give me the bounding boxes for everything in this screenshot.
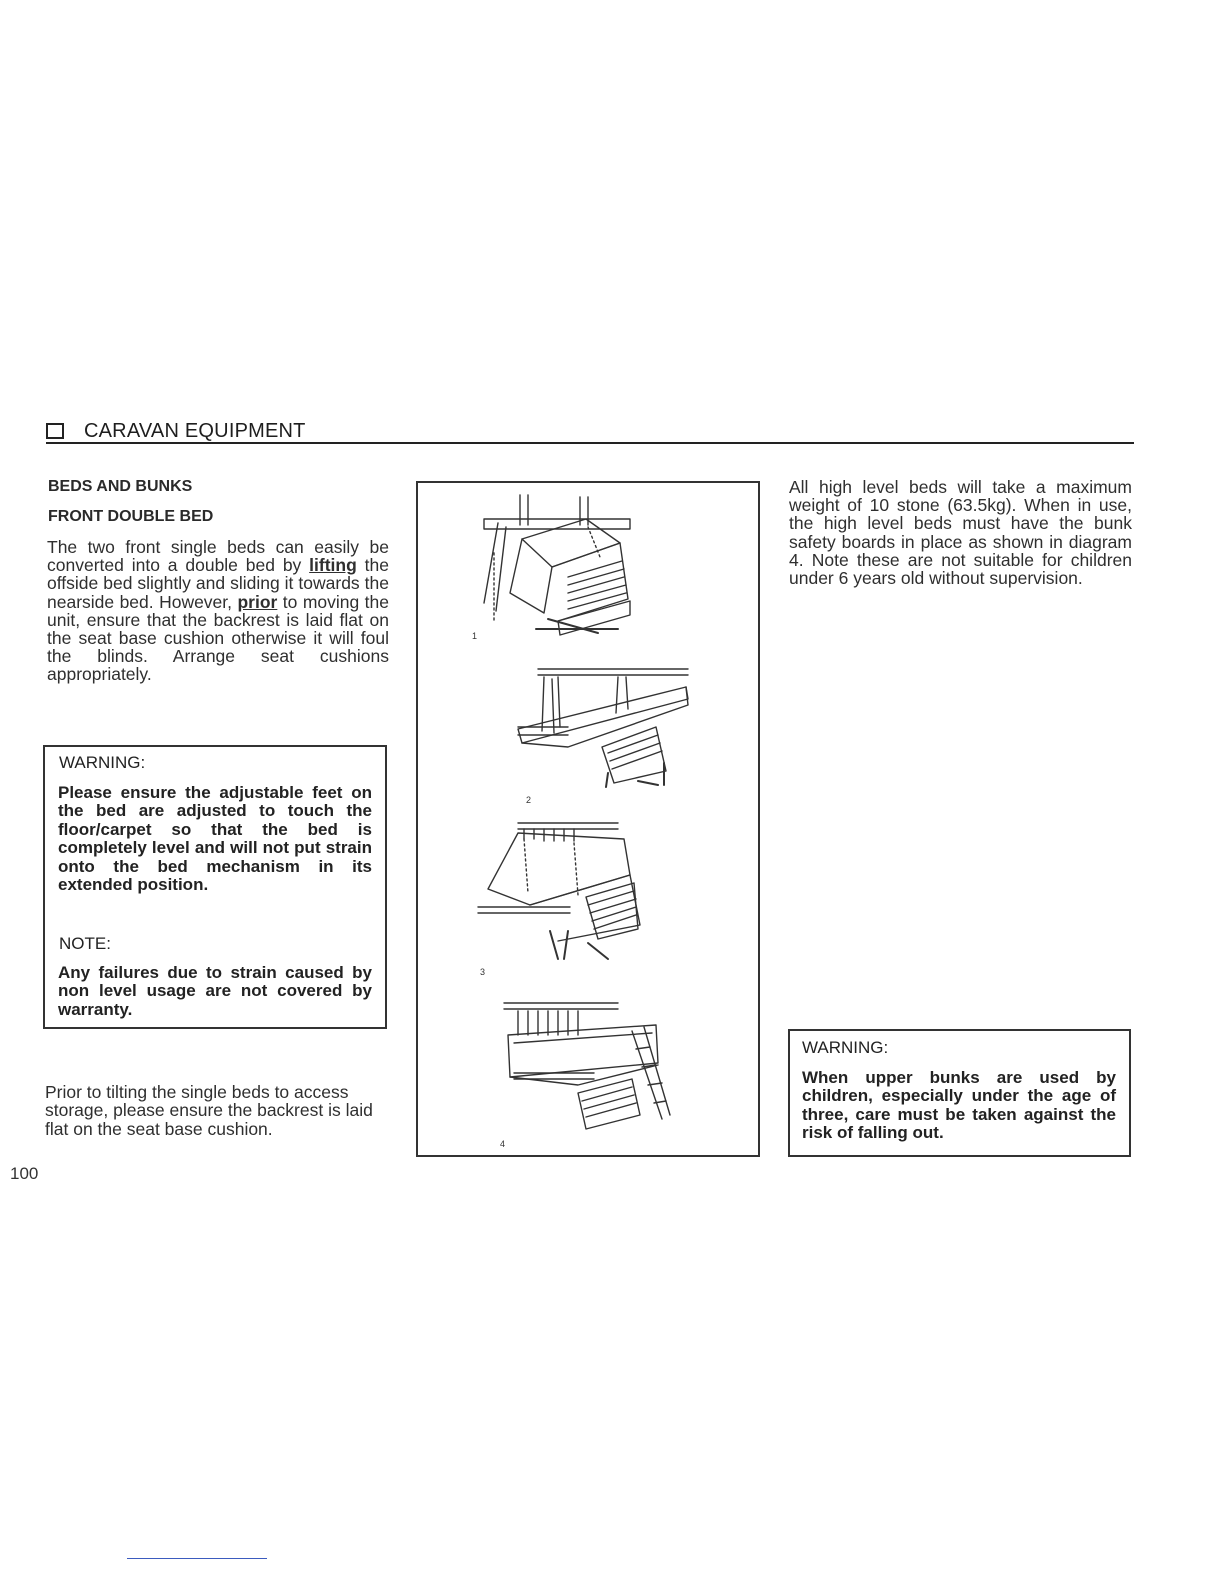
section-title: CARAVAN EQUIPMENT [84,420,306,442]
checkbox-square-icon [46,423,64,439]
bed-diagrams-illustration [418,483,758,1155]
intro-text-1: The two front single beds can easily be converted into a double bed by [47,537,389,576]
high-level-beds-paragraph: All high level beds will take a maximum weight of 10 stone (63.5kg). When in use, the high level beds must have the bunk safety boards in place as shown in diagram 4. Note these are not suitable for children under 6 years old without supervision. [789,477,1132,589]
page-number: 100 [10,1164,39,1183]
intro-text-3: to moving the unit, ensure that the backrest is laid flat on the seat base cushion otherwise it will foul the blinds. Arrange seat cushions appropriately. [47,591,389,685]
intro-text-2: the offside bed slightly and sliding it towards the nearside bed. However, [47,555,389,612]
diagram-3 [478,823,640,959]
warning-label: WARNING: [59,753,146,772]
intro-paragraph [47,538,389,684]
diagram-label-1: 1 [472,631,478,641]
tilting-instructions: Prior to tilting the single beds to access storage, please ensure the backrest is laid flat on the seat base cushion. [45,1082,373,1139]
note-text: Any failures due to strain caused by non level usage are not covered by warranty. [58,963,372,1019]
warning-text: Please ensure the adjustable feet on the bed are adjusted to touch the floor/carpet so that the bed is completely level and will not put strain onto the bed mechanism in its extended position. [58,783,372,895]
bunk-warning-box [788,1029,1131,1157]
lifting-emphasis: lifting [309,555,357,576]
prior-emphasis: prior [237,591,278,612]
diagram-label-3: 3 [480,967,486,977]
diagram-1 [484,495,630,635]
section-divider [46,442,1134,444]
heading-front-double-bed: FRONT DOUBLE BED [48,508,214,525]
diagram-frame [416,481,760,1157]
diagram-label-4: 4 [500,1139,506,1149]
warning-note-box [43,745,387,1029]
bunk-warning-label: WARNING: [802,1038,889,1057]
bottom-rule [127,1558,267,1559]
diagram-2 [518,669,688,787]
diagram-label-2: 2 [526,795,532,805]
diagram-4 [504,1003,670,1129]
note-label: NOTE: [59,934,111,953]
section-header [46,420,1134,444]
heading-beds-and-bunks: BEDS AND BUNKS [48,478,193,495]
bunk-warning-text: When upper bunks are used by children, especially under the age of three, care must be taken against the risk of falling out. [802,1068,1116,1143]
